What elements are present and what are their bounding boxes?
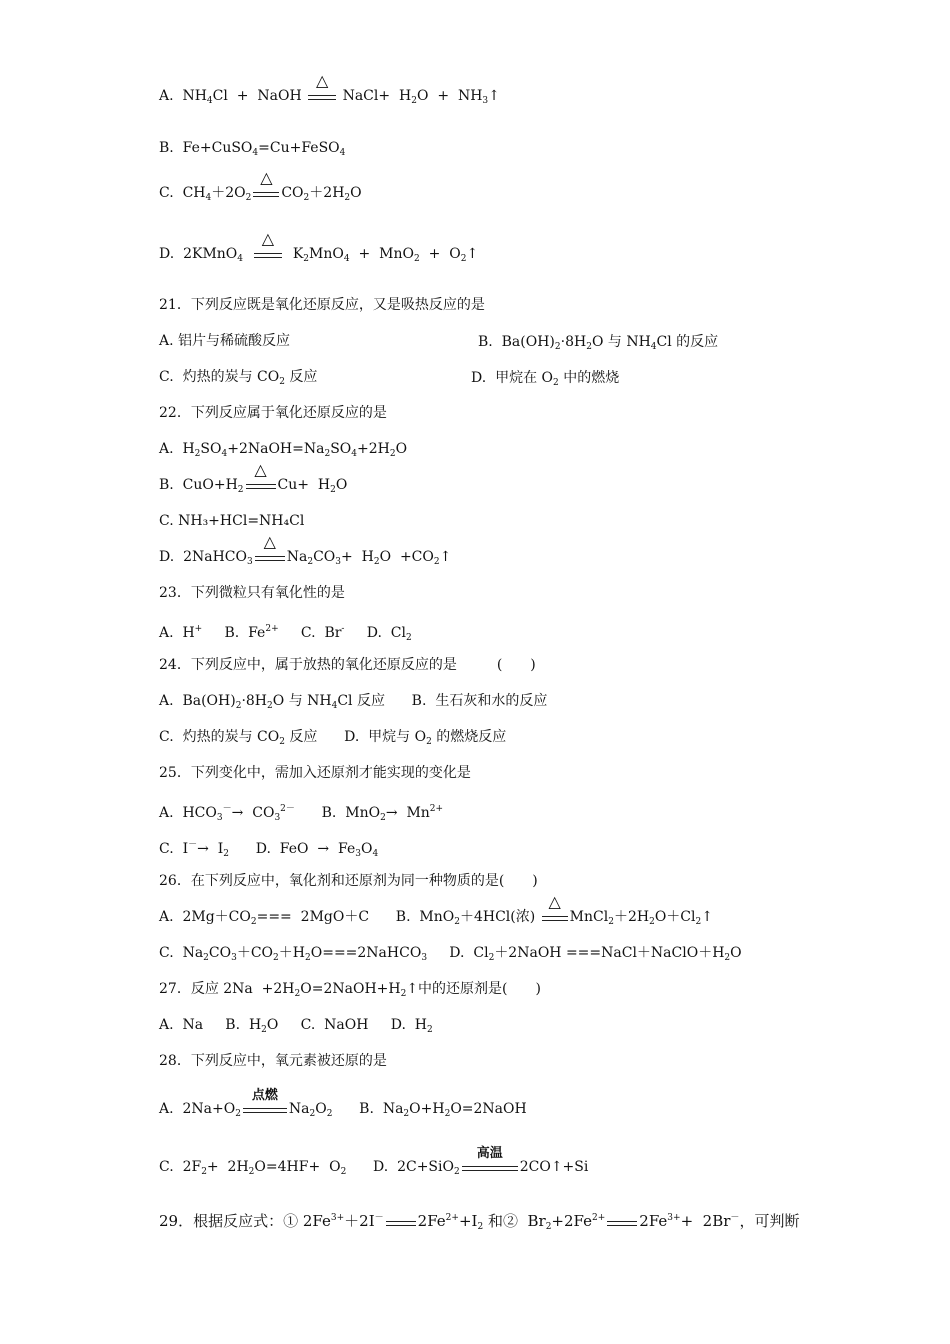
q23-stem: 23．下列微粒只有氧化性的是 [159, 585, 345, 601]
q21-option-c: C. 灼热的炭与 $CO_2$ 反应 [159, 369, 318, 387]
q22-stem: 22．下列反应属于氧化还原反应的是 [159, 405, 387, 421]
heat-equals-sign: △ [253, 190, 279, 197]
heat-equals-sign: △ [308, 93, 336, 100]
q21-option-d: D. 甲烷在 $O_2$ 中的燃烧 [471, 370, 620, 388]
q21-option-b: B. $Ba(OH)_2\cdot 8H_2O$ 与 $NH_4Cl$ 的反应 [478, 334, 719, 352]
q27-stem: 27．反应 $2Na +2H_2O=2NaOH+H_2↑$中的还原剂是( ) [159, 981, 541, 999]
q28-options-cd: C. $2F_2+ 2H_2O=4HF+ O_2$ D. 2C+SiO$_2$ 高温 2CO↑+Si [159, 1146, 589, 1177]
answer-parenthesis: ( ) [496, 657, 536, 673]
q21-stem: 21．下列反应既是氧化还原反应，又是吸热反应的是 [159, 297, 485, 313]
q25-stem: 25．下列变化中，需加入还原剂才能实现的变化是 [159, 765, 471, 781]
q24-stem-text: 24．下列反应中，属于放热的氧化还原反应的是 [159, 657, 457, 673]
q28-stem: 28．下列反应中，氧元素被还原的是 [159, 1053, 387, 1069]
q25-options-ab: A. $HCO_3^-\to CO_3^{2-}$ B. $MnO_2\to Mn^{2+}$ [159, 804, 444, 823]
ignite-equals-sign: 点燃 [243, 1106, 287, 1113]
q24-options-ab: A. $Ba(OH)_2\cdot 8H_2O$ 与 $NH_4Cl$ 反应 B. 生石灰和水的反应 [159, 693, 548, 711]
q27-options: A. Na B. $H_2O$ C. NaOH D. $H_2$ [159, 1017, 433, 1035]
equals-sign [607, 1219, 637, 1226]
q26-options-cd: C. $Na_2CO_3+CO_2+H_2O===2NaHCO_3$ D. $Cl_2+2NaOH$ $===NaCl+NaClO+H_2O$ [159, 945, 742, 963]
q20-option-c: C. $CH_4+2O_2$ △ $CO_2+2H_2O$ [159, 168, 362, 203]
q22-option-d: D. 2NaHCO$_3$ △ $Na_2CO_3+ H_2O$ $+CO_2↑$ [159, 532, 452, 567]
q22-option-b: B. $CuO+H_2$ △ $Cu+ H_2O$ [159, 460, 348, 495]
q25-options-cd: C. $I^-\to I_2$ D. FeO → $Fe_3O_4$ [159, 840, 379, 859]
heat-equals-sign: △ [255, 554, 285, 561]
q20-option-a: A. $NH_4Cl$ + NaOH △ NaCl+ $H_2O$ + $NH_3↑$ [159, 71, 500, 106]
q22-option-c: C. NH₃+HCl=NH₄Cl [159, 513, 305, 529]
q23-options: A. H+ B. $Fe^{2+}$ C. Br- D. $Cl_2$ [159, 624, 412, 643]
q20-option-b: B. Fe+CuSO$_4$=Cu+FeSO$_4$ [159, 140, 346, 158]
heat-equals-sign: △ [542, 914, 568, 921]
q21-option-a: A. 铝片与稀硫酸反应 [159, 333, 291, 349]
high-temp-equals-sign: 高温 [462, 1164, 518, 1171]
heat-equals-sign: △ [254, 251, 282, 258]
q26-stem: 26．在下列反应中，氧化剂和还原剂为同一种物质的是( ) [159, 873, 538, 889]
q24-stem [159, 655, 536, 675]
q22-option-a: A. $H_2SO_4+2NaOH=Na_2SO_4+2H_2O$ [159, 441, 408, 459]
q29-stem: 29．根据反应式：① $2Fe^{3+}+2I^-$ $2Fe^{2+}+I_2$ 和② $Br_2+2Fe^{2+}$ $2Fe^{3+}+ 2Br^-$，可判断 [159, 1212, 800, 1232]
q28-options-ab: A. $2Na+O_2$ 点燃 $Na_2O_2$ B. $Na_2O+H_2O=2NaOH$ [159, 1088, 527, 1119]
heat-equals-sign: △ [246, 482, 276, 489]
q24-options-cd: C. 灼热的炭与 $CO_2$ 反应 D. 甲烷与 $O_2$ 的燃烧反应 [159, 729, 507, 747]
equals-sign [386, 1219, 416, 1226]
q20-option-d: D. 2KMnO$_4$ △ $K_2MnO_4 + MnO_2$ + $O_2↑$ [159, 229, 479, 264]
q26-options-ab: A. $2Mg+CO_2=== 2MgO+C$ B. MnO$_2$＋4HCl(浓) △ $MnCl_2+2H_2O+Cl_2↑$ [159, 892, 713, 927]
